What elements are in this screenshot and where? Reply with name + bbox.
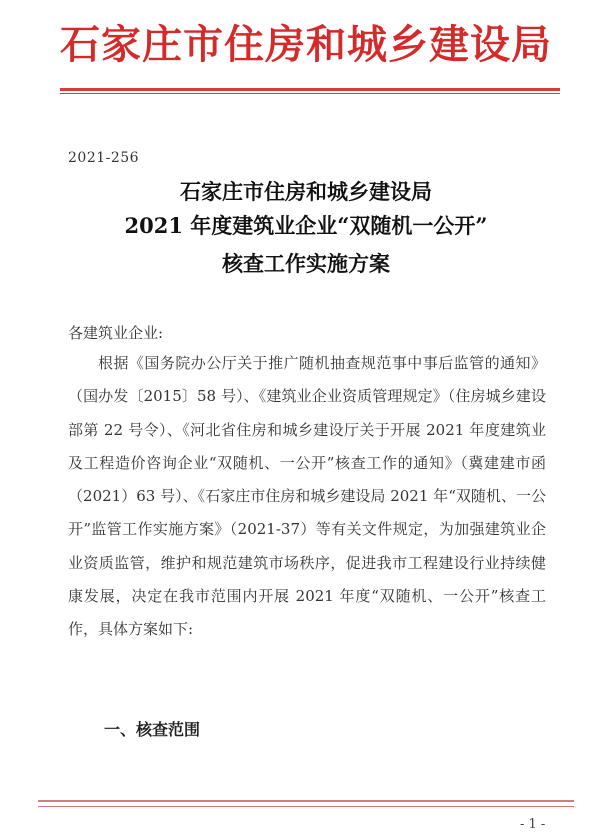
- salutation: 各建筑业企业:: [68, 324, 164, 342]
- body-paragraph: 根据《国务院办公厅关于推广随机抽查规范事中事后监管的通知》（国办发〔2015〕58 号）、《建筑业企业资质管理规定》（住房城乡建设部第 22 号令）、《河北省住房和城乡建设厅关于开展 2021 年度建筑业及工程造价咨询企业“双随机、一公开”核查工作的通知》（冀建建市函（2021）63 号）、《石家庄市住房和城乡建设局 2021 年“双随机、一公开”监管工作实施方案》（2021-37）等有关文件规定，为加强建筑业企业资质监管，维护和规范建筑市场秩序，促进我市工程建设行业持续健康发展，决定在我市范围内开展 2021 年度“双随机、一公开”核查工作，具体方案如下:: [68, 354, 546, 639]
- footer-rule-thin: [38, 806, 574, 807]
- document-title-line-1: 石家庄市住房和城乡建设局: [180, 179, 432, 204]
- footer-rule-thick: [38, 800, 574, 802]
- document-title-line-3: 核查工作实施方案: [222, 251, 390, 276]
- header-red-rule-thick: [60, 88, 560, 91]
- agency-header-title: 石家庄市住房和城乡建设局: [60, 21, 552, 68]
- section-heading: 一、核查范围: [104, 720, 201, 739]
- document-title-line-2: 2021 年度建筑业企业“双随机一公开”: [124, 213, 488, 238]
- page-number: - 1 -: [520, 817, 546, 832]
- document-number: 2021-256: [68, 150, 140, 166]
- header-red-rule-thin: [60, 93, 560, 94]
